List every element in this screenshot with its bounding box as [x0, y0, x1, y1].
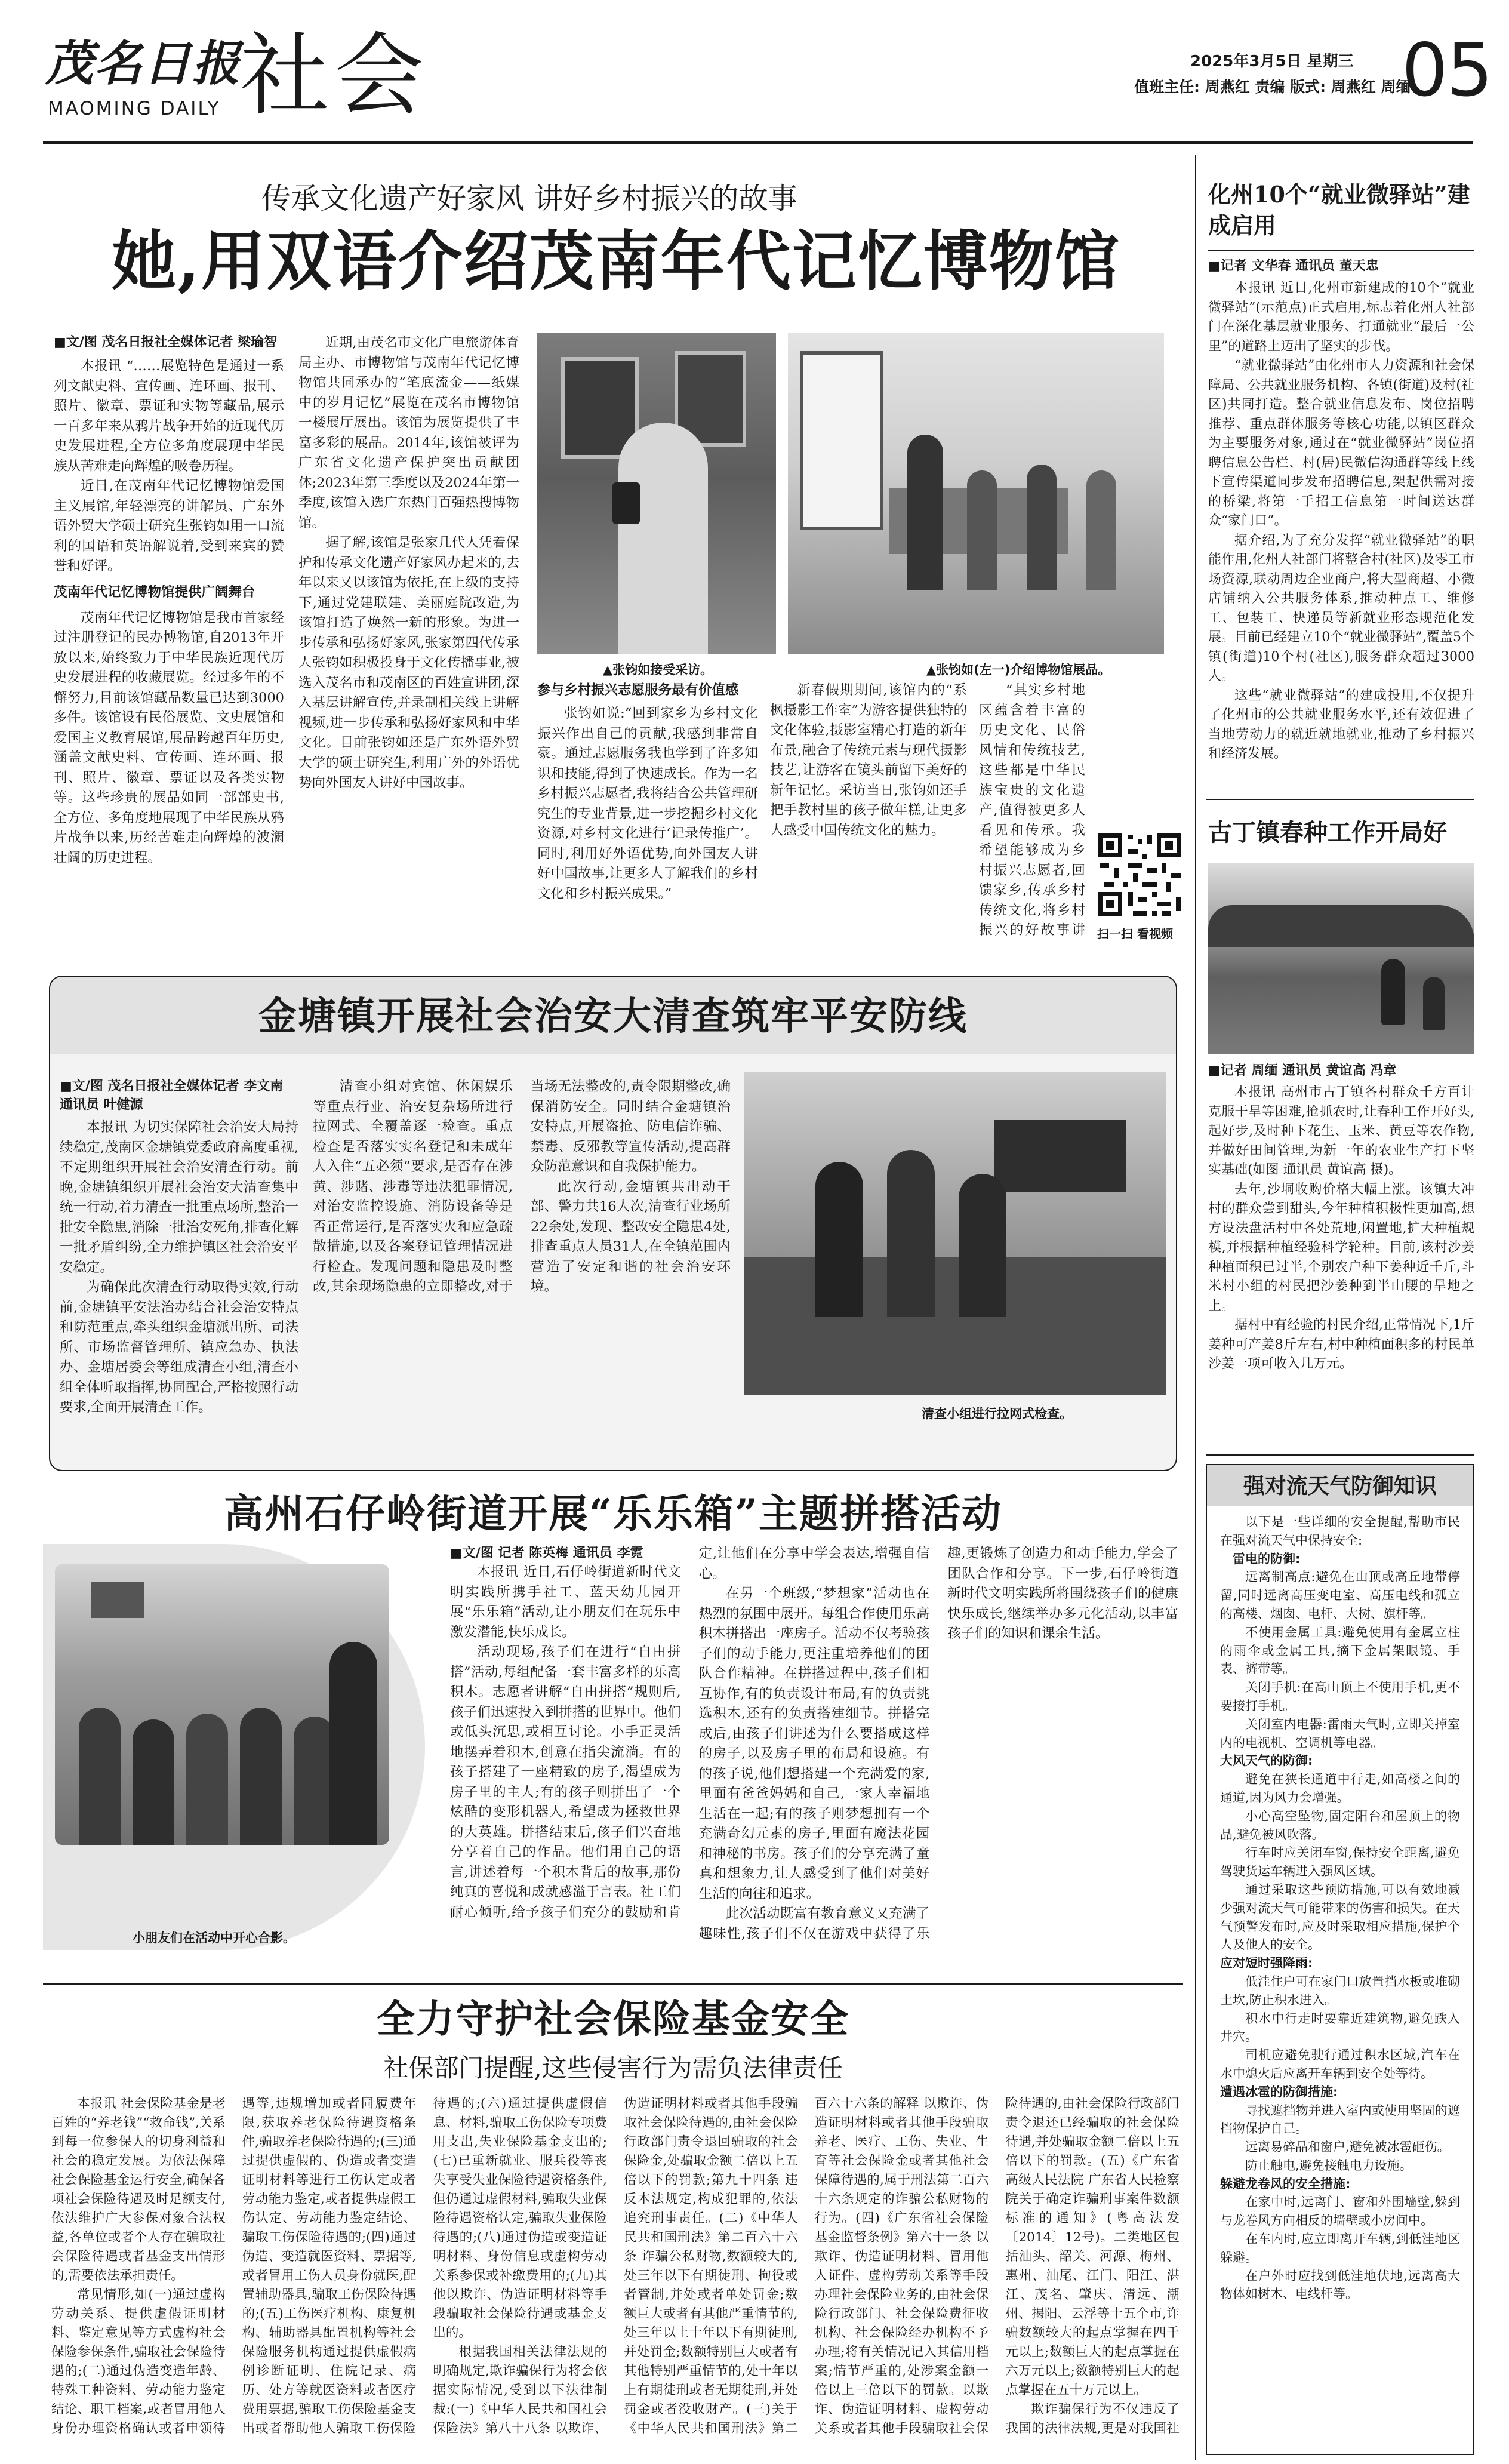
qr-caption: 扫一扫 看视频 — [1097, 927, 1173, 941]
paragraph: 清查小组对宾馆、休闲娱乐等重点行业、治安复杂场所进行拉网式、全覆盖逐一检查。重点检查是否落实实名登记和未成年人入住“五必须”要求,是否存在涉黄、涉赌、涉毒等违法犯罪情况,对治安监控设施、消防设备等是否正常运行,是否落实火和应急疏散措施,以及各案登记管理情况进行检查。发现问题和隐患及时整改,其余现场隐患的立即整改,对于当场无法整改的,责令限期整改,确保消防安全。同时结合金塘镇治安特点,开展盗抢、防电信诈骗、禁毒、反邪教等宣传活动,提高群众防范意识和自我保护能力。 — [313, 1079, 731, 1294]
section-rule — [43, 1983, 1183, 1985]
article-body — [450, 1544, 1178, 1962]
paragraph: 本报讯 近日,石仔岭街道新时代文明实践所携手社工、蓝天幼儿园开展“乐乐箱”活动,让小朋友们在玩乐中激发潜能,快乐成长。 — [450, 1564, 681, 1640]
article-columns — [450, 1544, 1178, 1962]
tips-header — [1207, 1464, 1473, 1506]
paragraph: 据村中有经验的村民介绍,正常情况下,1斤姜种可产姜8斤左右,村中种植面积多的村民单沙姜一项可收入几万元。 — [1208, 1318, 1474, 1371]
byline: ■文/图 茂名日报社全媒体记者 李文南 通讯员 叶健源 — [60, 1079, 284, 1112]
reception-desk — [744, 1257, 1166, 1395]
photo-inspection — [744, 1072, 1166, 1395]
person-silhouette — [967, 470, 997, 590]
paragraph: 这些“就业微驿站”的建成投用,不仅提升了化州市的公共就业服务水平,还有效促进了当地劳动力的就近就地就业,推动了乡村振兴和经济发展。 — [1208, 688, 1474, 761]
article-body — [51, 2094, 1180, 2455]
section-rule — [1206, 1454, 1474, 1456]
article-columns — [51, 2094, 1180, 2455]
article-body — [1208, 279, 1474, 764]
tips-intro: 以下是一些详细的安全提醒,帮助市民在强对流天气中保持安全: — [1220, 1515, 1460, 1548]
person-silhouette — [1027, 465, 1057, 590]
tip-item: 关闭室内电器:雷雨天气时,立即关掉室内的电视机、空调机等电器。 — [1220, 1717, 1460, 1750]
article-body-col2 — [313, 1077, 731, 1453]
officer-silhouette — [887, 1150, 935, 1317]
article-social-insurance — [43, 1994, 1183, 2460]
paragraph: 本报讯 为切实保障社会治安大局持续稳定,茂南区金塘镇党委政府高度重视,不定期组织开展社会治安清查行动。前晚,金塘镇组织开展社会治安大清查集中统一行动,着力清查一批重点场所,整治一批安全隐患,消除一批治安死角,排查化解一批矛盾纠纷,全力维护镇区社会治安平安稳定。 — [60, 1119, 298, 1275]
article-body — [54, 356, 284, 868]
paragraph: 近日,在茂南年代记忆博物馆爱国主义展馆,年轻漂亮的讲解员、广东外语外贸大学硕士研究生张钧如用一口流利的国语和英语解说着,受到来宾的赞誉和好评。 — [54, 478, 284, 574]
photo-caption: 小朋友们在活动中开心合影。 — [133, 1931, 295, 1945]
article-headline: 全力守护社会保险基金安全 — [377, 1997, 849, 2042]
article-body-col3 — [537, 681, 758, 937]
person-silhouette — [1086, 470, 1116, 590]
photo-fields — [1208, 863, 1474, 1054]
farmer-silhouette — [1381, 959, 1405, 1025]
paragraph: 欺诈骗保行为不仅违反了我国的法律法规,更是对我国社 — [1005, 2402, 1180, 2436]
child-silhouette — [240, 1708, 282, 1845]
qr-code[interactable] — [1095, 830, 1184, 919]
photo-caption: ▲张钧如接受采访。 — [603, 663, 713, 677]
page-editors: 值班主任: 周燕红 责编 版式: 周燕红 周缅 — [1134, 78, 1411, 96]
photo-museum-tour — [788, 333, 1164, 654]
officer-silhouette — [815, 1162, 863, 1317]
tip-item: 在车内时,应立即离开车辆,到低洼地区躲避。 — [1220, 2232, 1460, 2265]
article-subheadline: 社保部门提醒,这些侵害行为需负法律责任 — [383, 2053, 843, 2082]
article-body-col1 — [60, 1077, 298, 1453]
photo-children — [55, 1564, 389, 1845]
tip-item: 在户外时应找到低洼地伏地,远离高大物体如树木、电线杆等。 — [1220, 2268, 1460, 2302]
tip-item: 关闭手机:在高山顶上不使用手机,更不要接打手机。 — [1220, 1680, 1460, 1713]
article-security-check — [49, 976, 1177, 1471]
byline: ■记者 文华春 通讯员 董天忠 — [1208, 259, 1379, 273]
paragraph: 此次行动,金塘镇共出动干部、警力共16人次,清查行业场所22余处,发现、整改安全隐患4处,排查重点人员31人,在全镇范围内营造了安定和谐的社会治安环境。 — [531, 1179, 731, 1294]
tips-section-title: 应对短时强降雨: — [1220, 1956, 1313, 1971]
paragraph: 本报讯 “……展览特色是通过一系列文献史料、宣传画、连环画、报刊、照片、徽章、票证和实物等藏品,展示一百多年来从鸦片战争开始的近现代历史发展进程,全方位多角度展现中华民族从苦难走向辉煌的吸卷历程。 — [54, 358, 284, 474]
paragraph: 此次活动既富有教育意义又充满了趣味性,孩子们不仅在游戏中获得了乐趣,更锻炼了创造力和动手能力,学会了团队合作和分享。下一步,石仔岭街道新时代文明实践所将围绕孩子们的健康快乐成长,继续举办多元化活动,以丰富孩子们的知识和课余生活。 — [698, 1546, 1178, 1942]
tree-line — [1208, 905, 1474, 947]
article-body-col2 — [298, 333, 519, 936]
tips-section-title: 大风天气的防御: — [1220, 1754, 1313, 1768]
paragraph: 根据我国相关法律法规的明确规定,欺诈骗保行为将会依据实际情况,受到以下法律制裁:(一)《中华人民共和国社会保险法》第八十八条 以欺诈、伪造证明材料或者其他手段骗取社会保险待遇的,由社会保险行政部门责令退回骗取的社会保险金,处骗取金额二倍以上五倍以下的罚款;第九十四条 违反本法规定,构成犯罪的,依法追究刑事责任。(二)《中华人民共和国刑法》第二百六十六条 诈骗公私财物,数额较大的,处三年以下有期徒刑、拘役或者管制,并处或者单处罚金;数额巨大或者有其他严重情节的,处三年以上十年以下有期徒刑,并处罚金;数额特别巨大或者有其他特别严重情节的,处十年以上有期徒刑或者无期徒刑,并处罚金或者没收财产。(三)关于《中华人民共和国刑法》第二百六十六条的解释 以欺诈、伪造证明材料或者其他手段骗取养老、医疗、工伤、失业、生育等社会保险金或者其他社会保障待遇的,属于刑法第二百六十六条规定的诈骗公私财物的行为。(四)《广东省社会保险基金监督条例》第六十一条 以欺诈、伪造证明材料、冒用他人证件、虚构劳动关系等手段办理社会保险业务的,由社会保险行政部门、社会保险费征收机构、社会保险经办机构不予办理;将有关情况记入其信用档案;情节严重的,处涉案金额一倍以上三倍以下的罚款。以欺诈、伪造证明材料、虚构劳动关系或者其他手段骗取社会保险待遇的,由社会保险行政部门责令退还已经骗取的社会保险待遇,并处骗取金额二倍以上五倍以下的罚款。(五)《广东省高级人民法院 广东省人民检察院关于确定诈骗刑事案件数额标准的通知》(粤高法发〔2014〕12号)。二类地区包括汕头、韶关、河源、梅州、惠州、汕尾、江门、阳江、湛江、茂名、肇庆、清远、潮州、揭阳、云浮等十五个市,诈骗数额较大的起点掌握在四千元以上;数额巨大的起点掌握在六万元以上;数额特别巨大的起点掌握在五十万元以上。 — [433, 2096, 1180, 2436]
photo-caption: ▲张钧如(左一)介绍博物馆展品。 — [926, 663, 1111, 677]
tip-item: 远离易碎品和窗户,避免被冰雹砸伤。 — [1245, 2140, 1450, 2155]
article-lego-activity — [43, 1487, 1183, 1982]
article-headline: 化州10个“就业微驿站”建成启用 — [1208, 181, 1470, 239]
microphone — [612, 482, 640, 524]
subheading: 参与乡村振兴志愿服务最有价值感 — [537, 682, 739, 698]
byline: ■文/图 记者 陈英梅 通讯员 李霓 — [450, 1546, 643, 1561]
issue-date: 2025年3月5日 星期三 — [1190, 53, 1354, 70]
byline: ■记者 周缅 通讯员 黄谊高 冯章 — [1208, 1063, 1397, 1078]
child-silhouette — [79, 1708, 121, 1845]
paragraph: 在另一个班级,“梦想家”活动也在热烈的氛围中展开。每组合作使用乐高积木拼搭出一座房子。活动不仅考验孩子们的动手能力,更注重培养他们的团队合作精神。在拼搭过程中,孩子们相互协作,有的负责设计布局,有的负责挑选积木,还有的负责搭建细节。拼搭完成后,由孩子们讲述为什么要搭成这样的房子,以及房子里的布局和设施。有的孩子说,他们想搭建一个充满爱的家,里面有爸爸妈妈和自己,一家人幸福地生活在一起;有的孩子则梦想拥有一个充满奇幻元素的房子,里面有魔法花园和神秘的书房。孩子们的分享充满了童真和想象力,让人感受到了他们对美好生活的向往和追求。 — [698, 1586, 930, 1902]
article-headline: 金塘镇开展社会治安大清查筑牢平安防线 — [258, 994, 968, 1039]
paragraph: 常见情形,如(一)通过虚构劳动关系、提供虚假证明材料、鉴定意见等方式虚构社会保险参保条件,骗取社会保险待遇的;(二)通过伪造变造年龄、特殊工种资料、劳动能力鉴定结论、职工档案,或者冒用他人身份办理资格确认或者申领待遇等,违规增加或者同履费年限,获取养老保险待遇资格条件,骗取养老保险待遇的;(三)通过提供虚假的、伪造或者变造证明材料等进行工伤认定或者劳动能力鉴定,或者提供虚假工伤认定、劳动能力鉴定结论、骗取工伤保险待遇的;(四)通过伪造、变造就医资料、票据等,或者冒用工伤人员身份就医,配置辅助器具,骗取工伤保险待遇的;(五)工伤医疗机构、康复机构、辅助器具配置机构等社会保险服务机构通过提供虚假病例诊断证明、住院记录、病历、处方等就医资料或者医疗费用票据,骗取工伤保险基金支出或者帮助他人骗取工伤保险待遇的;(六)通过提供虚假信息、材料,骗取工伤保险专项费用支出,失业保险基金支出的;(七)已重新就业、服兵役等丧失享受失业保险待遇资格条件,但仍通过虚假材料,骗取失业保险待遇资格认定,骗取失业保险待遇的;(八)通过伪造或变造证明材料、身份信息或虚构劳动关系参保或补缴费用的;(九)其他以欺诈、伪造证明材料等手段骗取社会保险待遇或基金支出的。 — [51, 2096, 607, 2436]
article-spring-planting — [1208, 817, 1474, 1444]
flag — [91, 1582, 144, 1618]
article-headline: 强对流天气防御知识 — [1243, 1474, 1437, 1499]
tips-section-title: 遭遇冰雹的防御措施: — [1220, 2084, 1338, 2099]
article-weather-tips — [1206, 1464, 1474, 2455]
article-body — [1208, 1083, 1474, 1374]
paper-logo — [45, 33, 241, 94]
tip-item: 寻找遮挡物并进入室内或使用坚固的遮挡物保护自己。 — [1220, 2103, 1460, 2136]
photo-interview — [537, 333, 776, 654]
article-headline: 高州石仔岭街道开展“乐乐箱”主题拼搭活动 — [224, 1490, 1002, 1537]
article-body-col4 — [770, 681, 967, 937]
paper-name-en: MAOMING DAILY — [48, 98, 221, 119]
article-kicker: 传承文化遗产好家风 讲好乡村振兴的故事 — [261, 182, 797, 216]
article-employment-stations — [1208, 179, 1474, 776]
page-number: 05 — [1402, 28, 1492, 113]
paragraph: “就业微驿站”由化州市人力资源和社会保障局、公共就业服务机构、各镇(街道)及村(社区)共同打造。整合就业信息发布、岗位招聘推荐、重点群体服务等核心功能,以镇区群众为主要服务对象,通过在“就业微驿站”岗位招聘信息公告栏、村(居)民微信沟通群等线上线下宣传渠道同步发布招聘信息,架起供需对接的桥梁,将第一手招工信息第一时间送达群众“家门口”。 — [1208, 358, 1474, 528]
person-silhouette — [907, 435, 943, 590]
paragraph: 近期,由茂名市文化广电旅游体育局主办、市博物馆与茂南年代记忆博物馆共同承办的“笔底流金——纸媒中的岁月记忆”展览在茂名市博物馆一楼展厅展出。该馆为展览提供了丰富多彩的展品。2014年,该馆被评为广东省文化遗产保护突出贡献团体;2023年第三季度以及2024年第一季度,该馆入选广东热门百强热搜博物馆。 — [298, 335, 519, 531]
masthead-rule — [43, 141, 1473, 144]
wall-sign — [994, 1120, 1126, 1192]
child-silhouette — [186, 1714, 228, 1845]
tip-item: 不使用金属工具:避免使用有金属立柱的雨伞或金属工具,摘下金属架眼镜、手表、裤带等。 — [1220, 1625, 1460, 1676]
article-body-col5 — [979, 681, 1085, 937]
qr-code-graphic — [1095, 830, 1184, 919]
officer-silhouette — [959, 1174, 1006, 1317]
tip-item: 行车时应关闭车窗,保持安全距离,避免驾驶货运车辆进入强风区域。 — [1220, 1845, 1460, 1879]
paragraph: 活动现场,孩子们在进行“自由拼搭”活动,每组配备一套丰富多样的乐高积木。志愿者讲解“自由拼搭”规则后,孩子们迅速投入到拼搭的世界中。他们或低头沉思,或相互讨论。小手正灵活地摆弄着积木,创意在指尖流淌。有的孩子搭建了一座精致的房子,渴望成为房子里的主人;有的孩子则拼出了一个炫酷的变形机器人,希望成为拯救世界的大英雄。拼搭结束后,孩子们兴奋地分享着自己的作品。他们用自己的语言,讲述着每一个积木背后的故事,那份纯真的喜悦和成就感溢于言表。社工们耐心倾听,给予孩子们充分的鼓励和肯定,让他们在分享中学会表达,增强自信心。 — [450, 1546, 930, 1920]
article-headline: 她,用双语介绍茂南年代记忆博物馆 — [112, 224, 1120, 299]
child-silhouette — [133, 1719, 174, 1845]
tip-item: 在家中时,远离门、窗和外围墙壁,躲到与龙卷风方向相反的墙壁或小房间中。 — [1220, 2195, 1460, 2228]
tip-item: 司机应避免驶行通过积水区域,汽车在水中熄火后应离开车辆到安全处等待。 — [1220, 2048, 1460, 2081]
photo-caption: 清查小组进行拉网式检查。 — [922, 1407, 1072, 1421]
teacher-silhouette — [329, 1642, 377, 1845]
person-silhouette — [618, 423, 708, 654]
tip-item: 积水中行走时要靠近建筑物,避免跌入井穴。 — [1220, 2011, 1460, 2044]
paper-name: 茂名日报 — [45, 35, 241, 91]
tip-item: 低洼住户可在家门口放置挡水板或堆砌土坎,防止积水进入。 — [1220, 1974, 1460, 2007]
tips-section-title: 躲避龙卷风的安全措施: — [1220, 2176, 1351, 2191]
farmer-silhouette — [1423, 977, 1445, 1030]
paragraph: 本报讯 近日,化州市新建成的10个“就业微驿站”(示范点)正式启用,标志着化州人社部门在深化基层就业服务、打通就业“最后一公里”的道路上迈出了坚实的步伐。 — [1208, 281, 1474, 354]
tip-item: 避免在狭长通道中行走,如高楼之间的通道,因为风力会增强。 — [1220, 1772, 1460, 1805]
paragraph: 去年,沙垌收购价格大幅上涨。该镇大冲村的群众尝到甜头,今年种植积极性更加高,想方设法盘活村中各处荒地,闲置地,扩大种植规模,并根据种植经验科学轮种。目前,该村沙姜种植面积已过半,个别农户种下姜种近千斤,斗米村小组的村民把沙姜种到半山腰的旱地之上。 — [1208, 1182, 1474, 1313]
tip-item: 远离制高点:避免在山顶或高丘地带停留,同时远离高压变电室、高压电线和孤立的高楼、烟囱、电杆、大树、旗杆等。 — [1220, 1570, 1460, 1621]
section-title: 社会 — [240, 24, 429, 128]
paragraph: 新春假期期间,该馆内的“系枫摄影工作室”为游客提供独特的文化体验,摄影室精心打造的新年布景,融合了传统元素与现代摄影技艺,让游客在镜头前留下美好的新年记忆。采访当日,张钧如还手把手教村里的孩子做年糕,让更多人感受中国传统文化的魅力。 — [770, 682, 967, 838]
tips-body — [1207, 1506, 1473, 2449]
paragraph: 张钧如说:“回到家乡为乡村文化振兴作出自己的贡献,我感到非常自豪。通过志愿服务我也学到了许多知识和技能,得到了快速成长。作为一名乡村振兴志愿者,我将结合公共管理研究生的专业背景,进一步挖掘乡村文化资源,对乡村文化进行‘记录传推广’。同时,利用好外语优势,向外国友人讲好中国故事,让更多人了解我们的乡村文化和乡村振兴成果。” — [537, 706, 758, 902]
column-divider — [1195, 155, 1196, 2460]
article-body-col1 — [54, 333, 284, 936]
headline-rule — [1208, 250, 1474, 251]
paragraph: 茂南年代记忆博物馆是我市首家经过注册登记的民办博物馆,自2013年开放以来,始终致力于中华民族近现代历史发展进程的收藏展览。经过多年的不懈努力,目前该馆藏品数量已达到3000多件。该馆设有民俗展览、文史展馆和爱国主义教育展馆,展品跨越百年历史,涵盖文献史料、宣传画、连环画、报刊、照片、徽章、票证以及各类实物等。这些珍贵的展品如同一部部史书,全方位、多角度地展现了中华民族从鸦片战争以来,历经苦难走向辉煌的波澜壮阔的历史进程。 — [54, 610, 284, 866]
masthead — [43, 23, 1492, 142]
paragraph: 据了解,该馆是张家几代人凭着保护和传承文化遗产好家风办起来的,去年以来又以该馆为依托,在上级的支持下,通过党建联建、美丽庭院改造,为该馆打造了焕然一新的形象。为进一步传承和弘扬好家风,张家第四代传承人张钧如积极投身于文化传播事业,被选入茂名市和茂南区的百姓宣讲团,深入基层讲解宣传,并录制相关线上讲解视频,进一步传承和弘扬好家风和中华文化。目前张钧如还是广东外语外贸大学的硕士研究生,利用广外的外语优势向外国友人讲好中国故事。 — [298, 535, 519, 790]
paragraph: 本报讯 高州市古丁镇各村群众千方百计克服干旱等困难,抢抓农时,让春种工作开好头,起好步,及时种下花生、玉米、黄豆等农作物,并做好田间管理,为新一年的农业生产打下坚实基础(如图 通讯员 黄谊高 摄)。 — [1208, 1085, 1474, 1177]
tip-item: 通过采取这些预防措施,可以有效地减少强对流天气可能带来的伤害和损失。在天气预警发布时,应及时采取相应措施,保护个人及他人的安全。 — [1220, 1882, 1460, 1952]
paragraph: 据介绍,为了充分发挥“就业微驿站”的职能作用,化州人社部门将整合村(社区)及零工市场资源,联动周边企业商户,将大型商超、小微店铺纳入公共服务体系,推动种点工、维修工、包装工、快递员等新就业形态规范化发展。目前已经建立10个“就业微驿站”,覆盖5个镇(街道)10个村(社区),服务群众超过3000人。 — [1208, 533, 1474, 684]
byline: ■文/图 茂名日报社全媒体记者 梁瑜智 — [54, 335, 278, 350]
tip-item: 防止触电,避免接触电力设施。 — [1245, 2158, 1412, 2173]
paragraph: “其实乡村地区蕴含着丰富的历史文化、民俗风情和传统技艺,这些都是中华民族宝贵的文化遗产,值得被更多人看见和传承。我希望能够成为乡村振兴志愿者,回馈家乡,传承乡村传统文化,将乡村振兴的好故事讲 — [979, 682, 1085, 937]
window — [800, 351, 883, 530]
tip-item: 小心高空坠物,固定阳台和屋顶上的物品,避免被风吹落。 — [1220, 1808, 1460, 1842]
section-rule — [1206, 799, 1474, 800]
tips-section-title: 雷电的防御: — [1233, 1551, 1301, 1566]
article-headline: 古丁镇春种工作开局好 — [1208, 819, 1447, 847]
paragraph: 为确保此次清查行动取得实效,行动前,金塘镇平安法治办结合社会治安特点和防范重点,牵头组织金塘派出所、司法所、市场监督管理所、镇应急办、执法办、金塘居委会等组成清查小组,清查小组全体听取指挥,协同配合,严格按照行动要求,全面开展清查工作。 — [60, 1279, 298, 1415]
paragraph: 本报讯 社会保险基金是老百姓的“养老钱”“救命钱”,关系到每一位参保人的切身利益和社会的稳定发展。为依法保障社会保险基金运行安全,确保各项社会保险待遇及时足额支付,依法维护广大参保对象合法权益,各单位或者个人存在骗取社会保险待遇或者基金支出情形的,需要依法承担责任。 — [51, 2096, 226, 2283]
subheading: 茂南年代记忆博物馆提供广阔舞台 — [54, 584, 255, 600]
article-museum — [43, 155, 1183, 953]
article-body — [60, 1118, 298, 1418]
